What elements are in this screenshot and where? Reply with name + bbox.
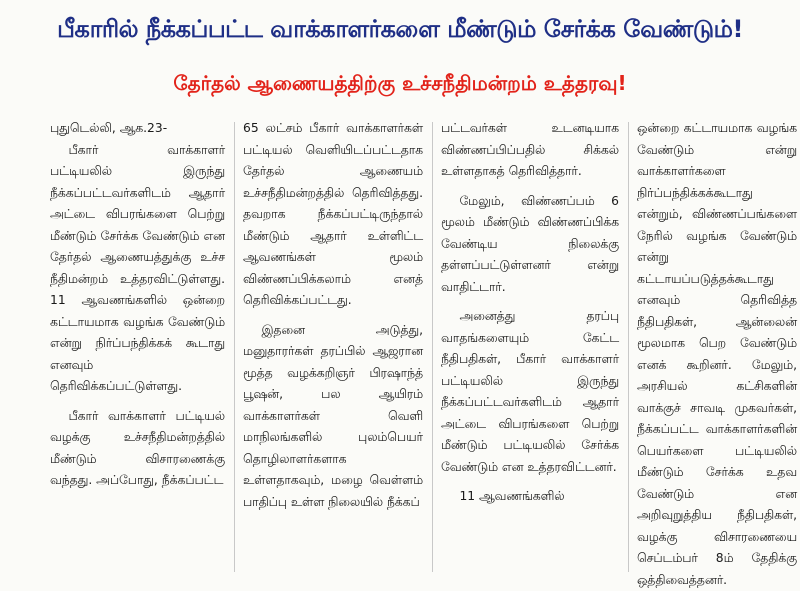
article-column-3 (441, 118, 619, 578)
column-divider (234, 122, 235, 572)
paragraph: ஒன்றை கட்டாயமாக வழங்க வேண்டும் என்று வாக்காளர்களை நிர்ப்பந்திக்கக்கூடாது என்றும், விண்ணப்பங்களை நேரில் வழங்க வேண்டும் என்று கட்டாயப்படுத்தக்கூடாது எனவும் தெரிவித்த நீதிபதிகள், ஆன்லைன் மூலமாக பெற வேண்டும் எனக் கூறினர். மேலும், அரசியல் கட்சிகளின் வாக்குச் சாவடி முகவர்கள், நீக்கப்பட்ட வாக்காளர்களின் பெயர்களை பட்டியலில் மீண்டும் சேர்க்க உதவ வேண்டும் என அறிவுறுத்திய நீதிபதிகள், வழக்கு விசாரணையை செப்டம்பர் 8ம் தேதிக்கு ஒத்திவைத்தனர். (637, 121, 797, 587)
paragraph: அனைத்து தரப்பு வாதங்களையும் கேட்ட நீதிபதிகள், பீகார் வாக்காளர் பட்டியலில் இருந்து நீக்கப்பட்டவர்களிடம் ஆதார் அட்டை விபரங்களை பெற்று மீண்டும் பட்டியலில் சேர்க்க வேண்டும் என உத்தரவிட்டனர். (441, 309, 619, 474)
paragraph: 11 ஆவணங்களில் (459, 489, 565, 503)
paragraph: பட்டவர்கள் உடனடியாக விண்ணப்பிப்பதில் சிக்கல் உள்ளதாகத் தெரிவித்தார். (441, 121, 619, 178)
paragraph: பீகார் வாக்காளர் பட்டியலில் இருந்து நீக்கப்பட்டவர்களிடம் ஆதார் அட்டை விபரங்களை பெற்று மீண்டும் சேர்க்க வேண்டும் என தேர்தல் ஆணையத்துக்கு உச்ச நீதிமன்றம் உத்தரவிட்டுள்ளது. 11 ஆவணங்களில் ஒன்றை கட்டாயமாக வழங்க வேண்டும் என்று நிர்ப்பந்திக்கக் கூடாது எனவும் தெரிவிக்கப்பட்டுள்ளது. (50, 142, 225, 393)
subheadline: தேர்தல் ஆணையத்திற்கு உச்சநீதிமன்றம் உத்தரவு! (173, 70, 627, 95)
paragraph: பீகார் வாக்காளர் பட்டியல் வழக்கு உச்சநீதிமன்றத்தில் மீண்டும் விசாரணைக்கு வந்தது. அப்போது, நீக்கப்பட்ட (50, 408, 225, 487)
paragraph: மேலும், விண்ணப்பம் 6 மூலம் மீண்டும் விண்ணப்பிக்க வேண்டிய நிலைக்கு தள்ளப்பட்டுள்ளனர் என்று வாதிட்டார். (441, 193, 619, 294)
paragraph: 65 லட்சம் பீகார் வாக்காளர்கள் பட்டியல் வெளியிடப்பட்டதாக தேர்தல் ஆணையம் உச்சநீதிமன்றத்தில் தெரிவித்தது. தவறாக நீக்கப்பட்டிருந்தால் மீண்டும் ஆதார் உள்ளிட்ட ஆவணங்கள் மூலம் விண்ணப்பிக்கலாம் எனத் தெரிவிக்கப்பட்டது. (243, 121, 423, 307)
column-divider (628, 122, 629, 572)
article-column-2 (243, 118, 423, 578)
paragraph: இதனை அடுத்து, மனுதாரர்கள் தரப்பில் ஆஜரான மூத்த வழக்கறிஞர் பிரஷாந்த் பூஷன், பல ஆயிரம் வாக்காளர்கள் வெளி மாநிலங்களில் புலம்பெயர் தொழிலாளர்களாக உள்ளதாகவும், மழை வெள்ளம் பாதிப்பு உள்ள நிலையில் நீக்கப் (243, 322, 423, 509)
dateline: புதுடெல்லி, ஆக.23- (50, 121, 168, 135)
article-column-4 (637, 118, 797, 587)
headline: பீகாரில் நீக்கப்பட்ட வாக்காளர்களை மீண்டும் சேர்க்க வேண்டும்! (57, 14, 743, 43)
article-body (50, 118, 798, 587)
column-divider (432, 122, 433, 572)
article-column-1 (50, 118, 225, 578)
